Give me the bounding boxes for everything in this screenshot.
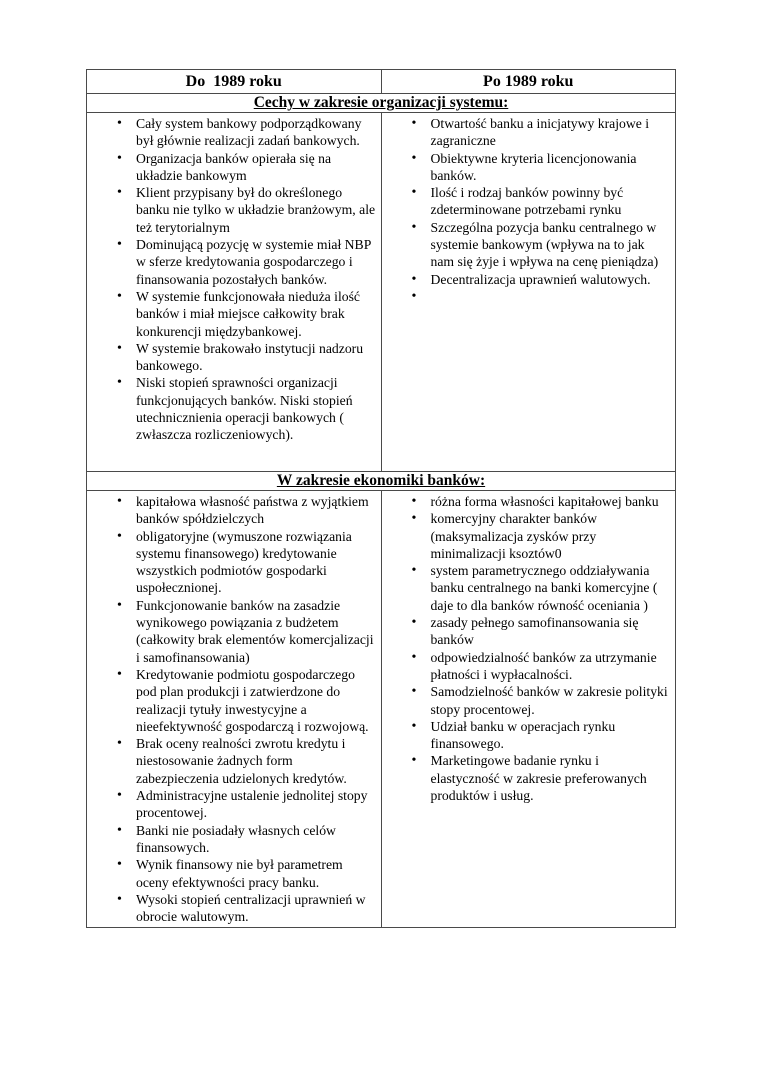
bullet-item: • komercyjny charakter banków (maksymalizacja zysków przy minimalizacji ksoztów0 [382, 510, 671, 562]
bullet-item: • Otwartość banku a inicjatywy krajowe i zagraniczne [382, 115, 671, 150]
bullet-item: • Ilość i rodzaj banków powinny być zdeterminowane potrzebami rynku [382, 184, 671, 219]
bullet-item: • Szczególna pozycja banku centralnego w systemie bankowym (wpływa na to jak nam się żyje i wpływa na cenę pieniądza) [382, 219, 671, 271]
bullet-item: • obligatoryjne (wymuszone rozwiązania systemu finansowego) kredytowanie wszystkich podmiotów gospodarki uspołecznionej. [87, 528, 376, 597]
section-row-organization [87, 94, 676, 113]
bullet-item: • Brak oceny realności zwrotu kredytu i niestosowanie żadnych form zabezpieczenia udzielonych kredytów. [87, 735, 376, 787]
bullet-list-economics-before [87, 493, 376, 925]
bullet-list-organization-before [87, 115, 376, 444]
column-header-po-1989: Po 1989 roku [381, 70, 676, 94]
bullet-item: • W systemie brakowało instytucji nadzoru bankowego. [87, 340, 376, 375]
bullet-item: • Samodzielność banków w zakresie polityki stopy procentowej. [382, 683, 671, 718]
bullet-item: • Dominującą pozycję w systemie miał NBP w sferze kredytowania gospodarczego i finansowania pozostałych banków. [87, 236, 376, 288]
bullet-item: • Organizacja banków opierała się na układzie bankowym [87, 150, 376, 185]
bullet-item: • Klient przypisany był do określonego banku nie tylko w układzie branżowym, ale też terytorialnym [87, 184, 376, 236]
bullet-item [382, 288, 671, 305]
content-row-economics [87, 491, 676, 928]
section-title-organization: Cechy w zakresie organizacji systemu: [87, 94, 676, 113]
cell-organization-before-1989 [87, 113, 382, 472]
section-row-economics [87, 472, 676, 491]
bullet-item: • Administracyjne ustalenie jednolitej stopy procentowej. [87, 787, 376, 822]
comparison-table [86, 69, 676, 928]
bullet-item: • Wysoki stopień centralizacji uprawnień w obrocie walutowym. [87, 891, 376, 926]
bullet-item: • W systemie funkcjonowała nieduża ilość banków i miał miejsce całkowity brak konkurencji międzybankowej. [87, 288, 376, 340]
cell-economics-after-1989 [381, 491, 676, 928]
bullet-item: • Udział banku w operacjach rynku finansowego. [382, 718, 671, 753]
column-header-do-1989: Do 1989 roku [87, 70, 382, 94]
bullet-item: • kapitałowa własność państwa z wyjątkiem banków spółdzielczych [87, 493, 376, 528]
bullet-item: • Banki nie posiadały własnych celów finansowych. [87, 822, 376, 857]
bullet-item: • różna forma własności kapitałowej banku [382, 493, 671, 510]
bullet-item: • Funkcjonowanie banków na zasadzie wynikowego powiązania z budżetem (całkowity brak elementów komercjalizacji i samofinansowania) [87, 597, 376, 666]
table-header-row [87, 70, 676, 94]
bullet-item: • Decentralizacja uprawnień walutowych. [382, 271, 671, 288]
bullet-item: • Wynik finansowy nie był parametrem oceny efektywności pracy banku. [87, 856, 376, 891]
cell-organization-after-1989 [381, 113, 676, 472]
bullet-item: • Kredytowanie podmiotu gospodarczego pod plan produkcji i zatwierdzone do realizacji tytuły inwestycyjne a nieefektywność gospodarczą i rozwojową. [87, 666, 376, 735]
bullet-item: • system parametrycznego oddziaływania banku centralnego na banki komercyjne ( daje to dla banków równość oceniania ) [382, 562, 671, 614]
bullet-item: • Niski stopień sprawności organizacji funkcjonujących banków. Niski stopień utechnicznienia operacji bankowych ( zwłaszcza rozliczeniowych). [87, 374, 376, 443]
bullet-item: • Cały system bankowy podporządkowany był głównie realizacji zadań bankowych. [87, 115, 376, 150]
bullet-item: • Marketingowe badanie rynku i elastyczność w zakresie preferowanych produktów i usług. [382, 752, 671, 804]
cell-economics-before-1989 [87, 491, 382, 928]
bullet-item: • zasady pełnego samofinansowania się banków [382, 614, 671, 649]
content-row-organization [87, 113, 676, 472]
bullet-list-economics-after [382, 493, 671, 804]
bullet-item: • odpowiedzialność banków za utrzymanie płatności i wypłacalności. [382, 649, 671, 684]
section-title-economics: W zakresie ekonomiki banków: [87, 472, 676, 491]
bullet-item: • Obiektywne kryteria licencjonowania banków. [382, 150, 671, 185]
bullet-list-organization-after [382, 115, 671, 305]
